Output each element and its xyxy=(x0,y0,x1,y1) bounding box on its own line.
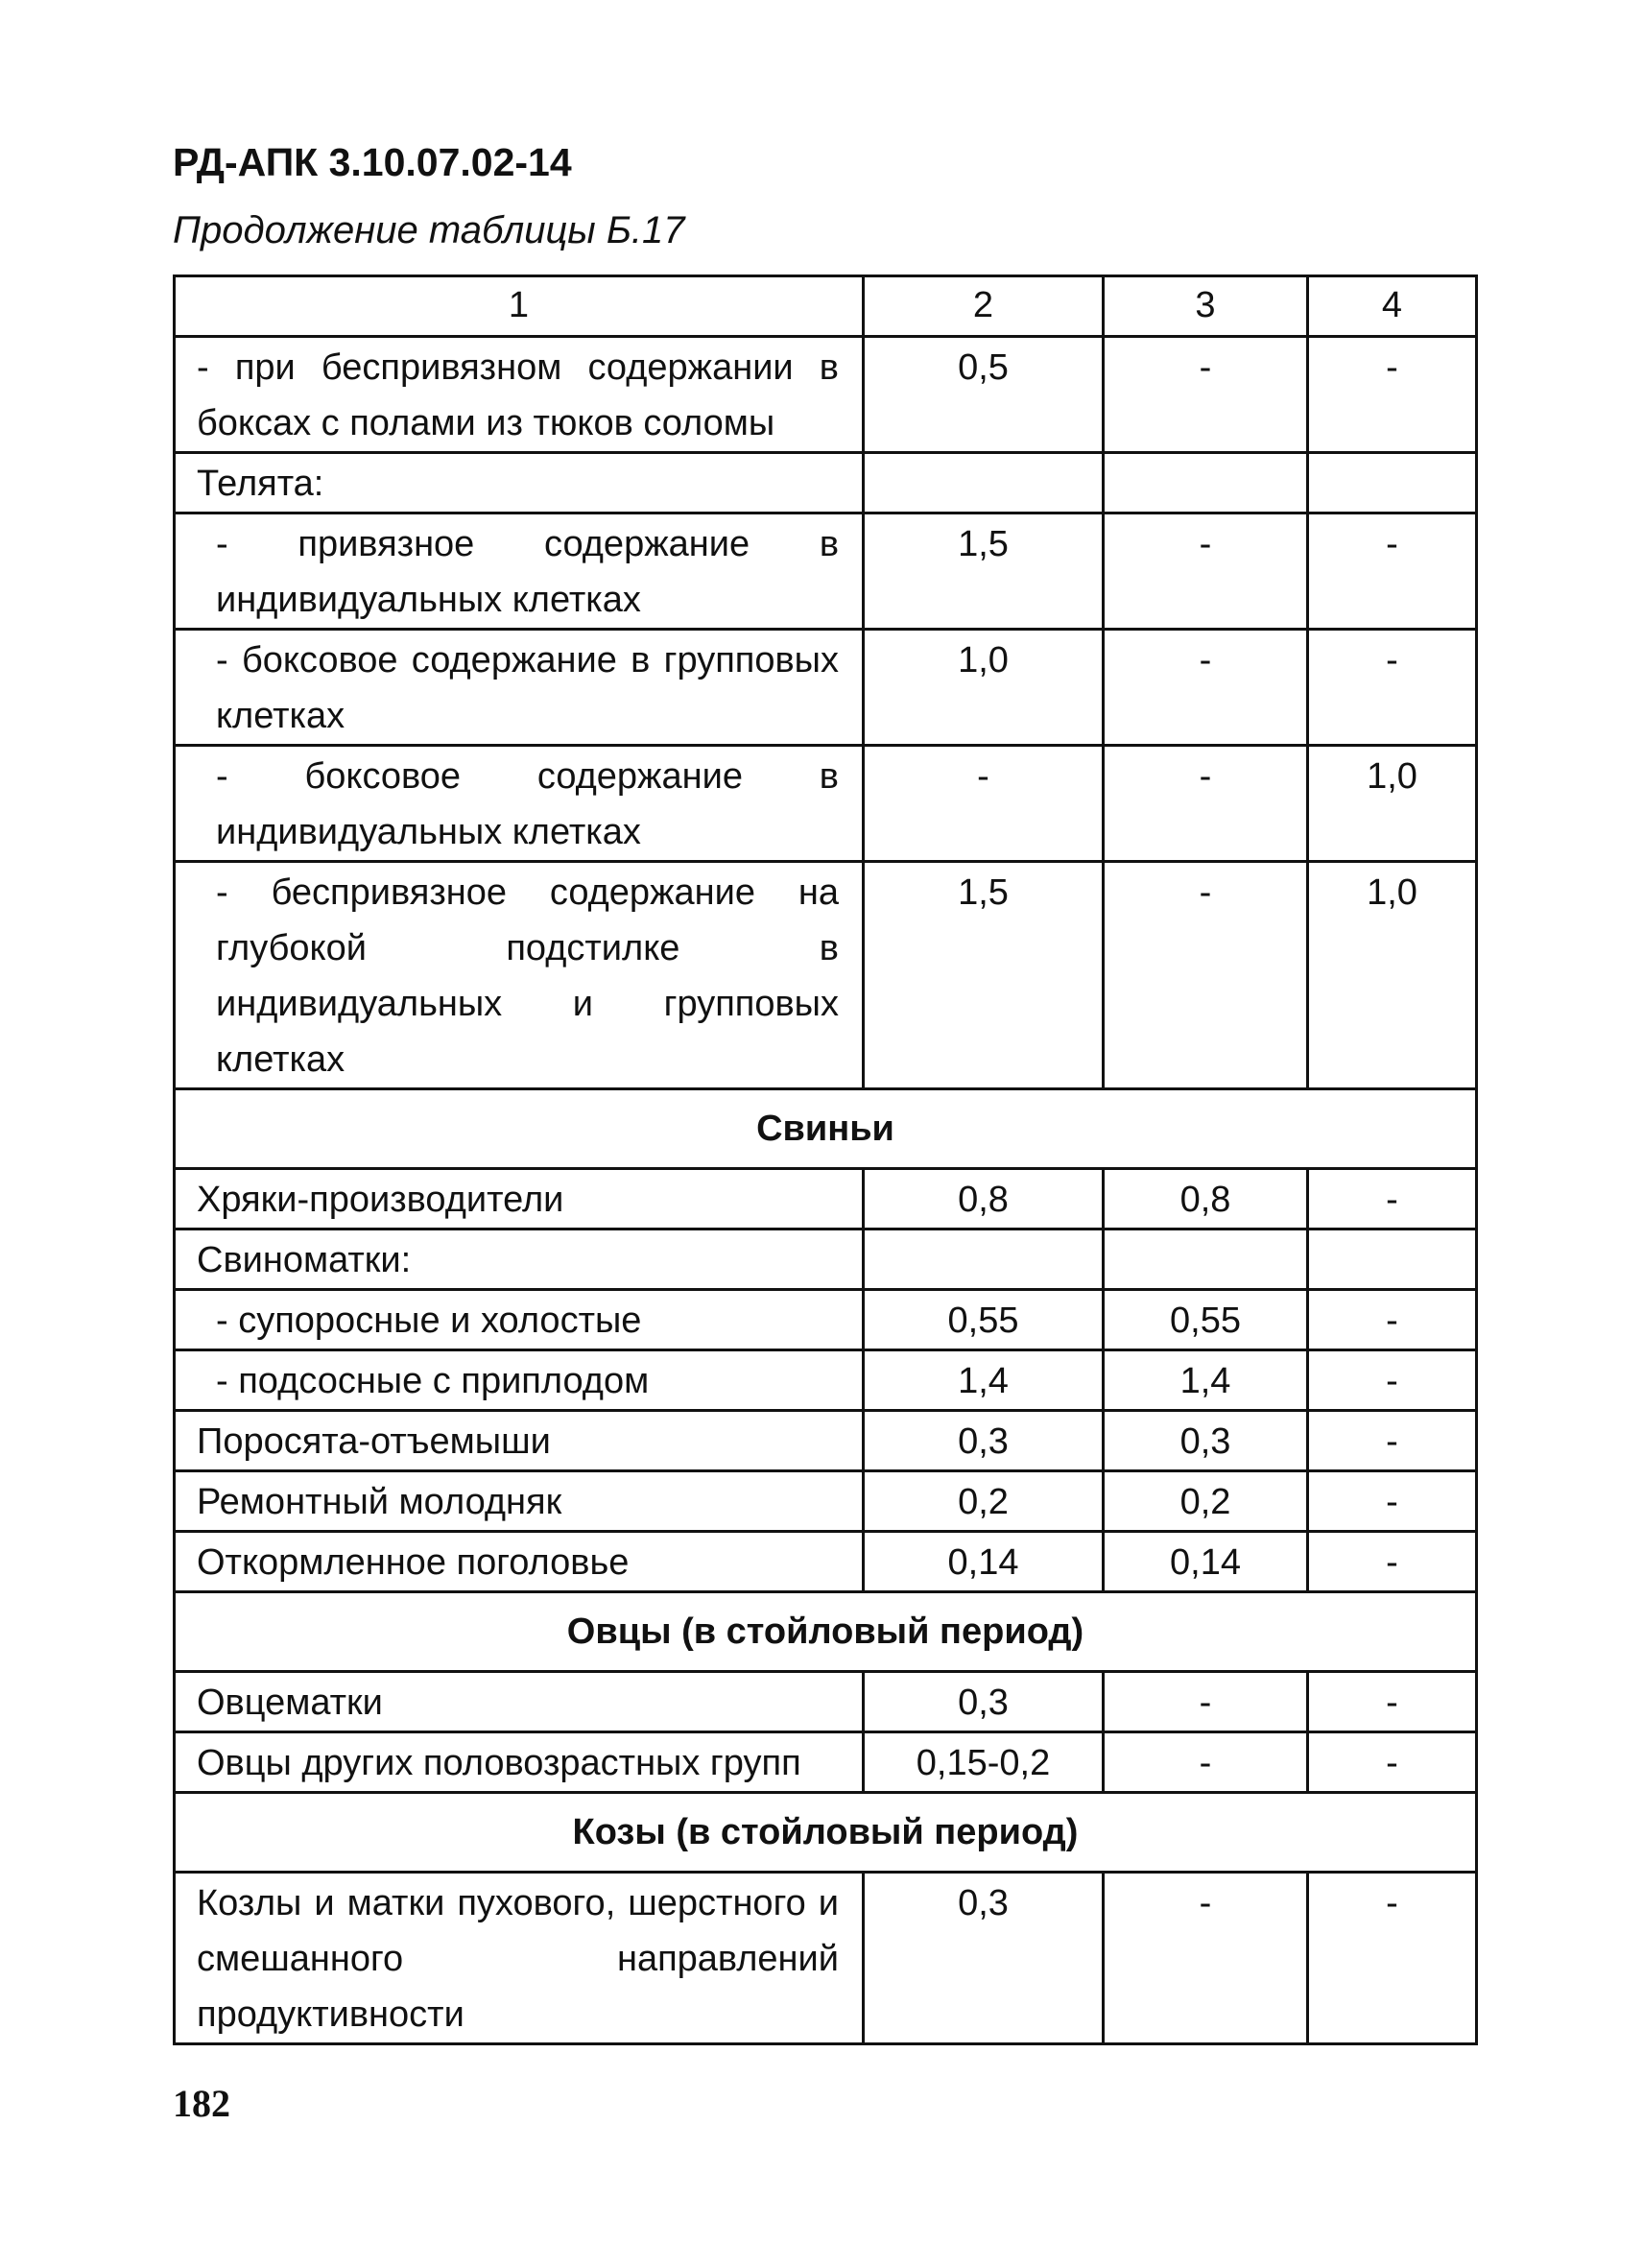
row-label: Козлы и матки пухового, шерстного и смешанного направлений продуктивности xyxy=(175,1873,864,2044)
section-row xyxy=(175,1793,1477,1873)
table-row xyxy=(175,862,1477,1089)
value-cell-col2: 0,3 xyxy=(864,1873,1104,2044)
column-header: 3 xyxy=(1104,276,1308,337)
value-cell-col4: - xyxy=(1308,1411,1477,1471)
value-cell-col3: 0,55 xyxy=(1104,1290,1308,1350)
value-cell-col2: - xyxy=(864,746,1104,862)
row-label: - при беспривязном содержании в боксах с полами из тюков соломы xyxy=(175,337,864,453)
value-cell-col3: - xyxy=(1104,337,1308,453)
row-label: - боксовое содержание в групповых клетках xyxy=(175,630,864,746)
value-cell-col4: - xyxy=(1308,630,1477,746)
value-cell-col2: 0,2 xyxy=(864,1471,1104,1532)
value-cell-col4: 1,0 xyxy=(1308,862,1477,1089)
table-row xyxy=(175,337,1477,453)
section-title: Овцы (в стойловый период) xyxy=(175,1592,1477,1672)
row-label: - подсосные с приплодом xyxy=(175,1350,864,1411)
value-cell-col4: 1,0 xyxy=(1308,746,1477,862)
row-label: Свиноматки: xyxy=(175,1229,864,1290)
column-header: 2 xyxy=(864,276,1104,337)
page-number: 182 xyxy=(173,2082,230,2125)
document-code: РД-АПК 3.10.07.02-14 xyxy=(173,140,572,184)
row-label: Овцематки xyxy=(175,1672,864,1732)
row-label: - беспривязное содержание на глубокой подстилке в индивидуальных и групповых клетках xyxy=(175,862,864,1089)
table-caption: Продолжение таблицы Б.17 xyxy=(173,209,685,251)
value-cell-col3: - xyxy=(1104,513,1308,630)
value-cell-col2 xyxy=(864,453,1104,513)
table-row xyxy=(175,1532,1477,1592)
row-label: - супоросные и холостые xyxy=(175,1290,864,1350)
value-cell-col2: 0,15-0,2 xyxy=(864,1732,1104,1793)
data-table xyxy=(173,275,1475,2045)
value-cell-col2: 1,5 xyxy=(864,862,1104,1089)
value-cell-col3: - xyxy=(1104,1873,1308,2044)
row-label: - привязное содержание в индивидуальных клетках xyxy=(175,513,864,630)
section-title: Козы (в стойловый период) xyxy=(175,1793,1477,1873)
value-cell-col3: - xyxy=(1104,746,1308,862)
value-cell-col4 xyxy=(1308,453,1477,513)
table-row xyxy=(175,1732,1477,1793)
row-label: Ремонтный молодняк xyxy=(175,1471,864,1532)
table-row xyxy=(175,1229,1477,1290)
row-label: Поросята-отъемыши xyxy=(175,1411,864,1471)
value-cell-col3: 0,2 xyxy=(1104,1471,1308,1532)
value-cell-col4: - xyxy=(1308,1873,1477,2044)
table-row xyxy=(175,1873,1477,2044)
value-cell-col4: - xyxy=(1308,1732,1477,1793)
table-header-row xyxy=(175,276,1477,337)
value-cell-col4: - xyxy=(1308,1471,1477,1532)
value-cell-col2: 1,4 xyxy=(864,1350,1104,1411)
value-cell-col4 xyxy=(1308,1229,1477,1290)
value-cell-col3 xyxy=(1104,1229,1308,1290)
value-cell-col3: - xyxy=(1104,630,1308,746)
value-cell-col4: - xyxy=(1308,337,1477,453)
value-cell-col2: 0,14 xyxy=(864,1532,1104,1592)
value-cell-col4: - xyxy=(1308,1169,1477,1229)
value-cell-col4: - xyxy=(1308,1532,1477,1592)
section-row xyxy=(175,1089,1477,1169)
table-row xyxy=(175,513,1477,630)
value-cell-col2: 0,8 xyxy=(864,1169,1104,1229)
value-cell-col4: - xyxy=(1308,513,1477,630)
table-row xyxy=(175,1471,1477,1532)
value-cell-col2 xyxy=(864,1229,1104,1290)
value-cell-col4: - xyxy=(1308,1290,1477,1350)
row-label: Откормленное поголовье xyxy=(175,1532,864,1592)
column-header: 1 xyxy=(175,276,864,337)
value-cell-col2: 0,3 xyxy=(864,1672,1104,1732)
table-row xyxy=(175,1290,1477,1350)
table-row xyxy=(175,746,1477,862)
table-row xyxy=(175,1411,1477,1471)
column-header: 4 xyxy=(1308,276,1477,337)
row-label: - боксовое содержание в индивидуальных клетках xyxy=(175,746,864,862)
table-row xyxy=(175,1169,1477,1229)
section-title: Свиньи xyxy=(175,1089,1477,1169)
table-body xyxy=(175,276,1477,2044)
value-cell-col3: 1,4 xyxy=(1104,1350,1308,1411)
value-cell-col3: - xyxy=(1104,1732,1308,1793)
value-cell-col2: 1,0 xyxy=(864,630,1104,746)
value-cell-col2: 0,5 xyxy=(864,337,1104,453)
value-cell-col3: - xyxy=(1104,1672,1308,1732)
row-label: Овцы других половозрастных групп xyxy=(175,1732,864,1793)
section-row xyxy=(175,1592,1477,1672)
value-cell-col2: 0,55 xyxy=(864,1290,1104,1350)
value-cell-col4: - xyxy=(1308,1350,1477,1411)
row-label: Телята: xyxy=(175,453,864,513)
value-cell-col3: 0,14 xyxy=(1104,1532,1308,1592)
value-cell-col3 xyxy=(1104,453,1308,513)
value-cell-col3: 0,3 xyxy=(1104,1411,1308,1471)
table-row xyxy=(175,453,1477,513)
row-label: Хряки-производители xyxy=(175,1169,864,1229)
table-row xyxy=(175,1350,1477,1411)
table-row xyxy=(175,1672,1477,1732)
value-cell-col3: - xyxy=(1104,862,1308,1089)
value-cell-col2: 1,5 xyxy=(864,513,1104,630)
table-row xyxy=(175,630,1477,746)
value-cell-col2: 0,3 xyxy=(864,1411,1104,1471)
value-cell-col3: 0,8 xyxy=(1104,1169,1308,1229)
value-cell-col4: - xyxy=(1308,1672,1477,1732)
